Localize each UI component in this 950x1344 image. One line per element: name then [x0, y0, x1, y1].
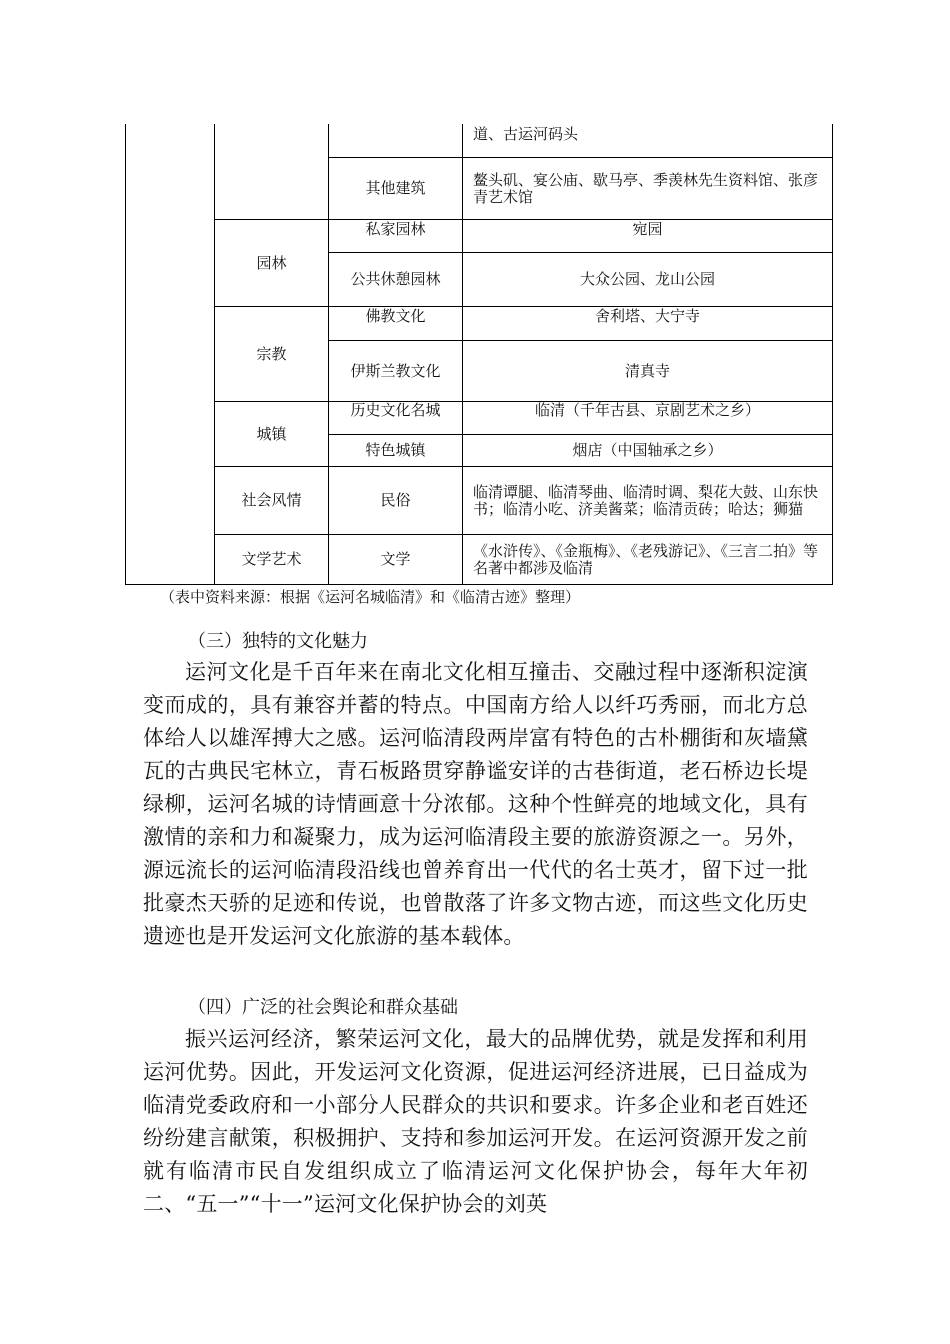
table-cell-items: 临清谭腿、临清琴曲、临清时调、梨花大鼓、山东快书；临清小吃、济美酱菜；临清贡砖；哈达；狮猫 — [473, 482, 819, 518]
table-cell-sub: 公共休憩园林 — [350, 270, 441, 288]
table-cell-items: 清真寺 — [624, 361, 670, 380]
section-heading: （四）广泛的社会舆论和群众基础 — [188, 997, 458, 1018]
table-cell-category: 社会风情 — [241, 491, 302, 509]
table-cell-sub: 伊斯兰教文化 — [350, 361, 441, 380]
table-cell-sub: 民俗 — [380, 491, 411, 509]
table-cell-items: 宛园 — [632, 220, 663, 238]
section-paragraph: 运河文化是千百年来在南北文化相互撞击、交融过程中逐渐积淀演变而成的，具有兼容并蓄的特点。中国南方给人以纤巧秀丽，而北方总体给人以雄浑搏大之感。运河临清段两岸富有特色的古朴棚街和灰墙黛瓦的古典民宅林立，青石板路贯穿静谧安详的古巷街道，老石桥边长堤绿柳，运河名城的诗情画意十分浓郁。这种个性鲜亮的地域文化，具有激情的亲和力和凝聚力，成为运河临清段主要的旅游资源之一。另外，源远流长的运河临清段沿线也曾养育出一代代的名士英才，留下过一批批豪杰天骄的足迹和传说，也曾散落了许多文物古迹，而这些文化历史遗迹也是开发运河文化旅游的基本载体。 — [143, 660, 808, 948]
section-heading: （三）独特的文化魅力 — [188, 631, 368, 652]
table-cell-items: 临清（千年古县、京剧艺术之乡） — [534, 401, 760, 419]
table-cell-items: 《水浒传》、《金瓶梅》、《老残游记》、《三言二拍》等名著中都涉及临清 — [473, 541, 819, 577]
table-caption: （表中资料来源：根据《运河名城临清》和《临清古迹》整理） — [160, 588, 581, 606]
table-cell-items: 烟店（中国轴承之乡） — [572, 441, 723, 459]
table-cell-category: 文学艺术 — [241, 550, 302, 568]
table-cell-category: 城镇 — [256, 424, 287, 443]
section-paragraph: 振兴运河经济，繁荣运河文化，最大的品牌优势，就是发挥和利用运河优势。因此，开发运河文化资源，促进运河经济进展，已日益成为临清党委政府和一小部分人民群众的共识和要求。许多企业和老百姓还纷纷建言献策，积极拥护、支持和参加运河开发。在运河资源开发之前就有临清市民自发组织成立了临清运河文化保护协会，每年大年初二、“五一”“十一”运河文化保护协会的刘英 — [143, 1027, 808, 1216]
table-cell-category: 宗教 — [256, 344, 287, 363]
table-cell-items: 鳌头矶、宴公庙、歇马亭、季羡林先生资料馆、张彦青艺术馆 — [473, 170, 819, 206]
table-cell-sub: 佛教文化 — [365, 307, 426, 325]
table-cell-items: 舍利塔、大宁寺 — [594, 307, 700, 325]
resource-table — [125, 124, 833, 585]
table-cell-category: 园林 — [256, 253, 287, 272]
table-cell-sub: 文学 — [380, 550, 411, 568]
table-cell-items: 大众公园、龙山公园 — [579, 270, 715, 288]
table-cell-sub: 历史文化名城 — [350, 401, 441, 419]
table-cell-items: 道、古运河码头 — [473, 125, 579, 143]
table-cell-sub: 私家园林 — [365, 220, 426, 238]
table-cell-sub: 其他建筑 — [365, 179, 426, 197]
table-cell-sub: 特色城镇 — [365, 441, 426, 459]
